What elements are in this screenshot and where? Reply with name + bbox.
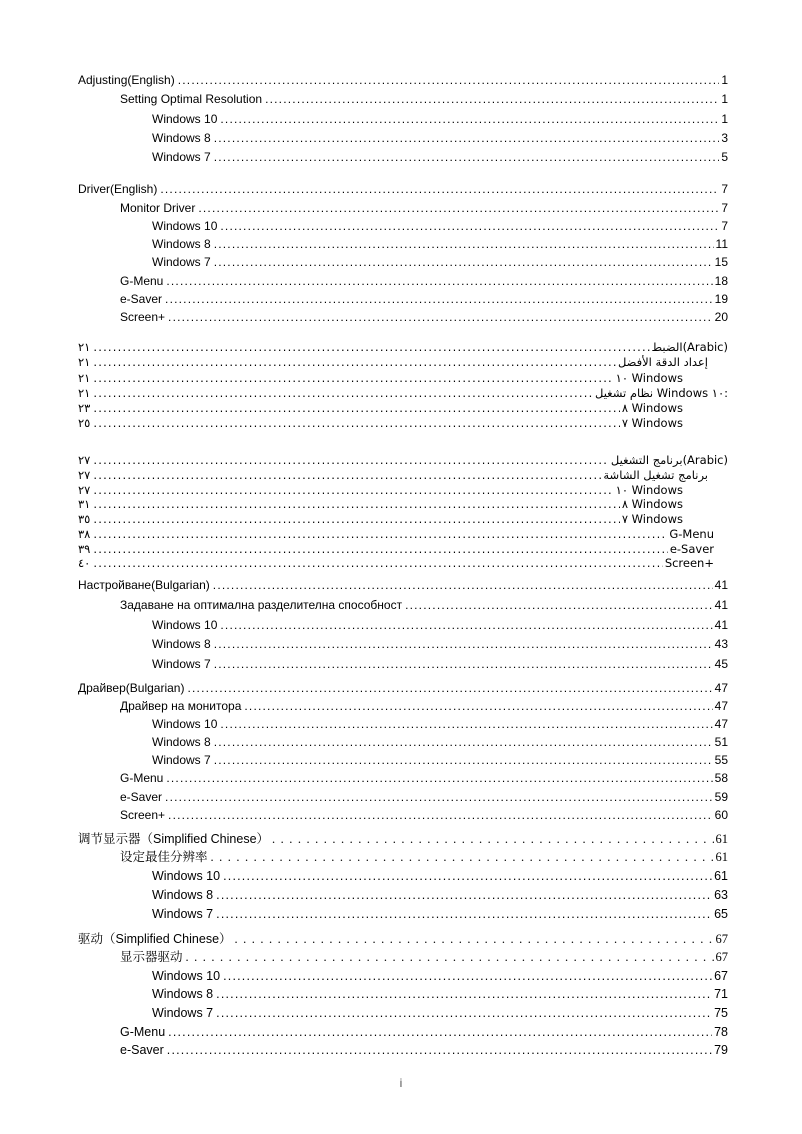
toc-entry-label: إعداد الدقة الأفضل <box>617 355 708 370</box>
toc-entry <box>78 453 728 468</box>
toc-entry-label: Screen+ <box>120 807 166 822</box>
toc-entry-label: Screen+ <box>664 556 714 571</box>
dot-leader <box>93 468 601 483</box>
dot-leader <box>166 272 712 290</box>
toc-entry <box>78 148 728 167</box>
toc-entry-label: 显示器驱动 <box>120 950 183 965</box>
toc-entry <box>78 1041 728 1060</box>
toc-entry <box>78 199 728 217</box>
toc-entry <box>78 733 728 751</box>
toc-section <box>78 830 728 924</box>
dot-leader <box>216 905 712 924</box>
dot-leader <box>214 129 720 148</box>
toc-entry-label: Windows 8 <box>152 237 211 252</box>
toc-entry-page: ٣٥ <box>78 512 91 527</box>
dot-leader <box>244 697 712 715</box>
dot-leader <box>216 886 712 905</box>
toc-entry-label: Windows 7 <box>152 150 211 165</box>
dot-leader <box>93 371 613 386</box>
toc-entry-label: Windows 10 <box>152 111 218 126</box>
toc-entry-page: 45 <box>714 657 728 672</box>
toc-entry <box>78 697 728 715</box>
toc-entry-label: Windows 10 <box>152 617 218 632</box>
toc-entry-label: e-Saver <box>120 789 163 804</box>
toc-entry <box>78 290 728 308</box>
dot-leader <box>405 596 713 616</box>
toc-entry-label: ٧ Windows <box>621 416 683 431</box>
toc-entry-page: 11 <box>715 237 728 252</box>
toc-entry-label: Windows 8 <box>152 735 211 750</box>
toc-section <box>78 453 728 571</box>
toc-entry-label: برنامج تشغيل الشاشة <box>603 468 708 483</box>
toc-entry-page: ٣٨ <box>78 526 91 541</box>
toc-entry <box>78 967 728 986</box>
toc-entry-label: G-Menu <box>120 771 164 786</box>
dot-leader <box>214 148 720 167</box>
toc-entry <box>78 715 728 733</box>
toc-entry <box>78 235 728 253</box>
dot-leader <box>167 1041 712 1060</box>
toc-entry <box>78 769 728 787</box>
toc-entry <box>78 848 728 867</box>
toc-entry <box>78 483 728 498</box>
toc-entry-page: 65 <box>714 906 728 921</box>
dot-leader <box>223 967 712 986</box>
toc-entry-page: 1 <box>721 92 728 107</box>
toc-entry-label: Windows 8 <box>152 637 211 652</box>
toc-entry-label: Windows 7 <box>152 657 211 672</box>
toc-entry-label: نظام تشغيل Windows ١٠: <box>595 385 728 400</box>
dot-leader <box>165 788 713 806</box>
toc-entry-label: الضبط(Arabic) <box>651 340 728 355</box>
toc-entry-page: ٢١ <box>78 355 91 370</box>
toc-entry <box>78 527 728 542</box>
toc-entry-page: ٢٧ <box>78 482 91 497</box>
toc-entry-page: ٢٧ <box>78 468 91 483</box>
toc-entry-page: 67 <box>715 931 728 946</box>
toc-entry-label: Драйвер(Bulgarian) <box>78 680 185 695</box>
toc-entry-label: Windows 7 <box>152 753 211 768</box>
toc-entry-label: ١٠ Windows <box>615 482 683 497</box>
toc-entry-page: 20 <box>714 309 728 324</box>
dot-leader <box>93 542 667 557</box>
dot-leader <box>93 527 667 542</box>
toc-entry-page: 5 <box>721 150 728 165</box>
dot-leader <box>93 386 593 401</box>
toc-entry <box>78 401 728 416</box>
dot-leader <box>186 948 714 967</box>
toc-entry-page: 47 <box>714 699 728 714</box>
toc-entry-page: 47 <box>714 717 728 732</box>
dot-leader <box>265 90 719 109</box>
toc-entry <box>78 308 728 326</box>
toc-entry-page: 7 <box>721 218 728 233</box>
toc-entry <box>78 655 728 675</box>
toc-section <box>78 71 728 167</box>
toc-entry-page: 78 <box>714 1024 728 1039</box>
dot-leader <box>272 830 713 849</box>
toc-entry <box>78 635 728 655</box>
toc-entry-label: ١٠ Windows <box>615 370 683 385</box>
toc-entry <box>78 948 728 967</box>
toc-entry <box>78 788 728 806</box>
toc-entry <box>78 616 728 636</box>
toc-entry <box>78 985 728 1004</box>
toc-entry-label: Задаване на оптимална разделителна способност <box>120 597 403 612</box>
toc-entry-page: 59 <box>714 789 728 804</box>
toc-entry-label: برنامج التشغيل(Arabic) <box>610 453 728 468</box>
toc-entry-label: G-Menu <box>120 273 164 288</box>
dot-leader <box>178 71 720 90</box>
toc-entry <box>78 340 728 355</box>
toc-entry-page: ٣١ <box>78 497 91 512</box>
dot-leader <box>93 556 662 571</box>
toc-entry <box>78 416 728 431</box>
toc-entry-label: Windows 7 <box>152 1006 214 1021</box>
dot-leader <box>93 416 619 431</box>
dot-leader <box>165 290 713 308</box>
dot-leader <box>93 401 619 416</box>
toc-entry-page: 55 <box>714 753 728 768</box>
toc-entry <box>78 110 728 129</box>
toc-entry-page: 71 <box>714 987 728 1002</box>
toc-entry-page: ٣٩ <box>78 541 91 556</box>
toc-entry-page: 1 <box>721 73 728 87</box>
dot-leader <box>93 453 609 468</box>
toc-entry-label: Windows 8 <box>152 987 214 1002</box>
toc-entry-page: 41 <box>714 617 728 632</box>
toc-entry-label: 设定最佳分辨率 <box>120 850 208 865</box>
toc-entry-label: ٧ Windows <box>621 512 683 527</box>
toc-entry-page: 60 <box>714 807 728 822</box>
toc-entry-page: 7 <box>721 182 728 197</box>
dot-leader <box>166 769 712 787</box>
dot-leader <box>93 497 619 512</box>
toc-entry <box>78 1023 728 1042</box>
dot-leader <box>93 512 619 527</box>
toc-entry <box>78 253 728 271</box>
toc-entry-page: 58 <box>714 771 728 786</box>
toc-entry <box>78 512 728 527</box>
toc-entry-label: Настройване(Bulgarian) <box>78 577 210 592</box>
toc-entry-page: 7 <box>721 200 728 215</box>
toc-entry-label: e-Saver <box>669 541 714 556</box>
dot-leader <box>214 635 713 655</box>
toc-entry-label: G-Menu <box>669 526 714 541</box>
toc-entry-label: Monitor Driver <box>120 200 196 215</box>
toc-entry-label: 调节显示器（Simplified Chinese） <box>78 831 270 846</box>
dot-leader <box>168 1023 712 1042</box>
dot-leader <box>216 1004 712 1023</box>
toc-entry-page: ٤٠ <box>78 556 91 571</box>
toc-entry-label: e-Saver <box>120 291 163 306</box>
toc-entry-page: 61 <box>714 869 728 884</box>
toc-entry <box>78 679 728 697</box>
toc-entry-label: Windows 8 <box>152 130 211 145</box>
dot-leader <box>211 848 714 867</box>
toc-entry <box>78 90 728 109</box>
toc-section <box>78 180 728 326</box>
toc-entry <box>78 556 728 571</box>
toc-entry-page: 43 <box>714 637 728 652</box>
toc-entry <box>78 751 728 769</box>
toc-entry-page: 18 <box>714 273 728 288</box>
dot-leader <box>93 355 616 370</box>
toc-entry-label: 驱动（Simplified Chinese） <box>78 931 232 946</box>
dot-leader <box>168 806 713 824</box>
toc-entry-label: Windows 10 <box>152 717 218 732</box>
toc-section <box>78 576 728 675</box>
toc-entry <box>78 1004 728 1023</box>
toc-entry-page: 61 <box>715 850 728 865</box>
toc-entry <box>78 905 728 924</box>
toc-entry-page: ٢٥ <box>78 416 91 431</box>
toc-entry-page: 1 <box>721 111 728 126</box>
toc-entry-label: Windows 7 <box>152 255 211 270</box>
toc-entry-page: 41 <box>714 577 728 592</box>
toc-entry-label: Screen+ <box>120 309 166 324</box>
toc-entry <box>78 930 728 949</box>
toc-entry-label: ٨ Windows <box>621 400 683 415</box>
toc-entry-page: ٢٣ <box>78 400 91 415</box>
dot-leader <box>198 199 719 217</box>
toc-entry <box>78 355 728 370</box>
toc-entry <box>78 71 728 90</box>
dot-leader <box>214 655 713 675</box>
dot-leader <box>216 985 712 1004</box>
toc-entry-label: Adjusting(English) <box>78 73 175 87</box>
toc-entry <box>78 806 728 824</box>
toc-entry <box>78 886 728 905</box>
toc-entry <box>78 576 728 596</box>
dot-leader <box>214 253 713 271</box>
dot-leader <box>235 930 714 949</box>
toc-entry <box>78 596 728 616</box>
toc-entry-page: 63 <box>714 888 728 903</box>
toc-entry <box>78 180 728 198</box>
toc-entry-page: 79 <box>714 1043 728 1058</box>
dot-leader <box>214 751 713 769</box>
toc-entry-page: 3 <box>721 130 728 145</box>
page-number-footer: i <box>399 1076 403 1090</box>
toc-entry <box>78 468 728 483</box>
toc-entry-page: 15 <box>714 255 728 270</box>
toc-section <box>78 679 728 824</box>
toc <box>78 71 728 1060</box>
dot-leader <box>187 679 712 697</box>
toc-entry <box>78 129 728 148</box>
toc-entry-page: ٢١ <box>78 340 91 355</box>
dot-leader <box>220 616 712 636</box>
toc-entry <box>78 371 728 386</box>
toc-entry-page: 75 <box>714 1006 728 1021</box>
toc-entry-page: ٢١ <box>78 385 91 400</box>
toc-entry-page: ٢٧ <box>78 453 91 468</box>
dot-leader <box>220 110 719 129</box>
toc-entry-page: ٢١ <box>78 370 91 385</box>
toc-entry-label: ٨ Windows <box>621 497 683 512</box>
toc-entry-label: Windows 10 <box>152 218 218 233</box>
toc-entry-label: Setting Optimal Resolution <box>120 92 263 107</box>
toc-entry <box>78 272 728 290</box>
dot-leader <box>214 733 713 751</box>
dot-leader <box>160 180 719 198</box>
toc-entry-page: 61 <box>715 831 728 846</box>
toc-entry-label: Драйвер на монитора <box>120 699 242 714</box>
toc-entry-label: Windows 10 <box>152 968 221 983</box>
toc-entry-page: 67 <box>714 968 728 983</box>
toc-entry <box>78 497 728 512</box>
toc-entry-page: 41 <box>714 597 728 612</box>
dot-leader <box>93 483 613 498</box>
toc-entry-label: Windows 7 <box>152 906 214 921</box>
toc-entry-label: G-Menu <box>120 1024 166 1039</box>
toc-section <box>78 930 728 1060</box>
dot-leader <box>220 217 719 235</box>
toc-entry-label: e-Saver <box>120 1043 164 1058</box>
dot-leader <box>168 308 713 326</box>
toc-entry-label: Windows 10 <box>152 869 221 884</box>
toc-entry-page: 51 <box>714 735 728 750</box>
toc-entry-page: 19 <box>714 291 728 306</box>
dot-leader <box>214 235 714 253</box>
toc-section <box>78 340 728 431</box>
toc-entry-label: Driver(English) <box>78 182 158 197</box>
toc-entry <box>78 830 728 849</box>
toc-entry <box>78 386 728 401</box>
toc-entry <box>78 217 728 235</box>
toc-entry <box>78 542 728 557</box>
toc-entry-page: 47 <box>714 680 728 695</box>
dot-leader <box>93 340 649 355</box>
toc-entry-page: 67 <box>715 950 728 965</box>
toc-entry <box>78 867 728 886</box>
dot-leader <box>213 576 713 596</box>
dot-leader <box>223 867 712 886</box>
dot-leader <box>220 715 712 733</box>
toc-entry-label: Windows 8 <box>152 888 214 903</box>
